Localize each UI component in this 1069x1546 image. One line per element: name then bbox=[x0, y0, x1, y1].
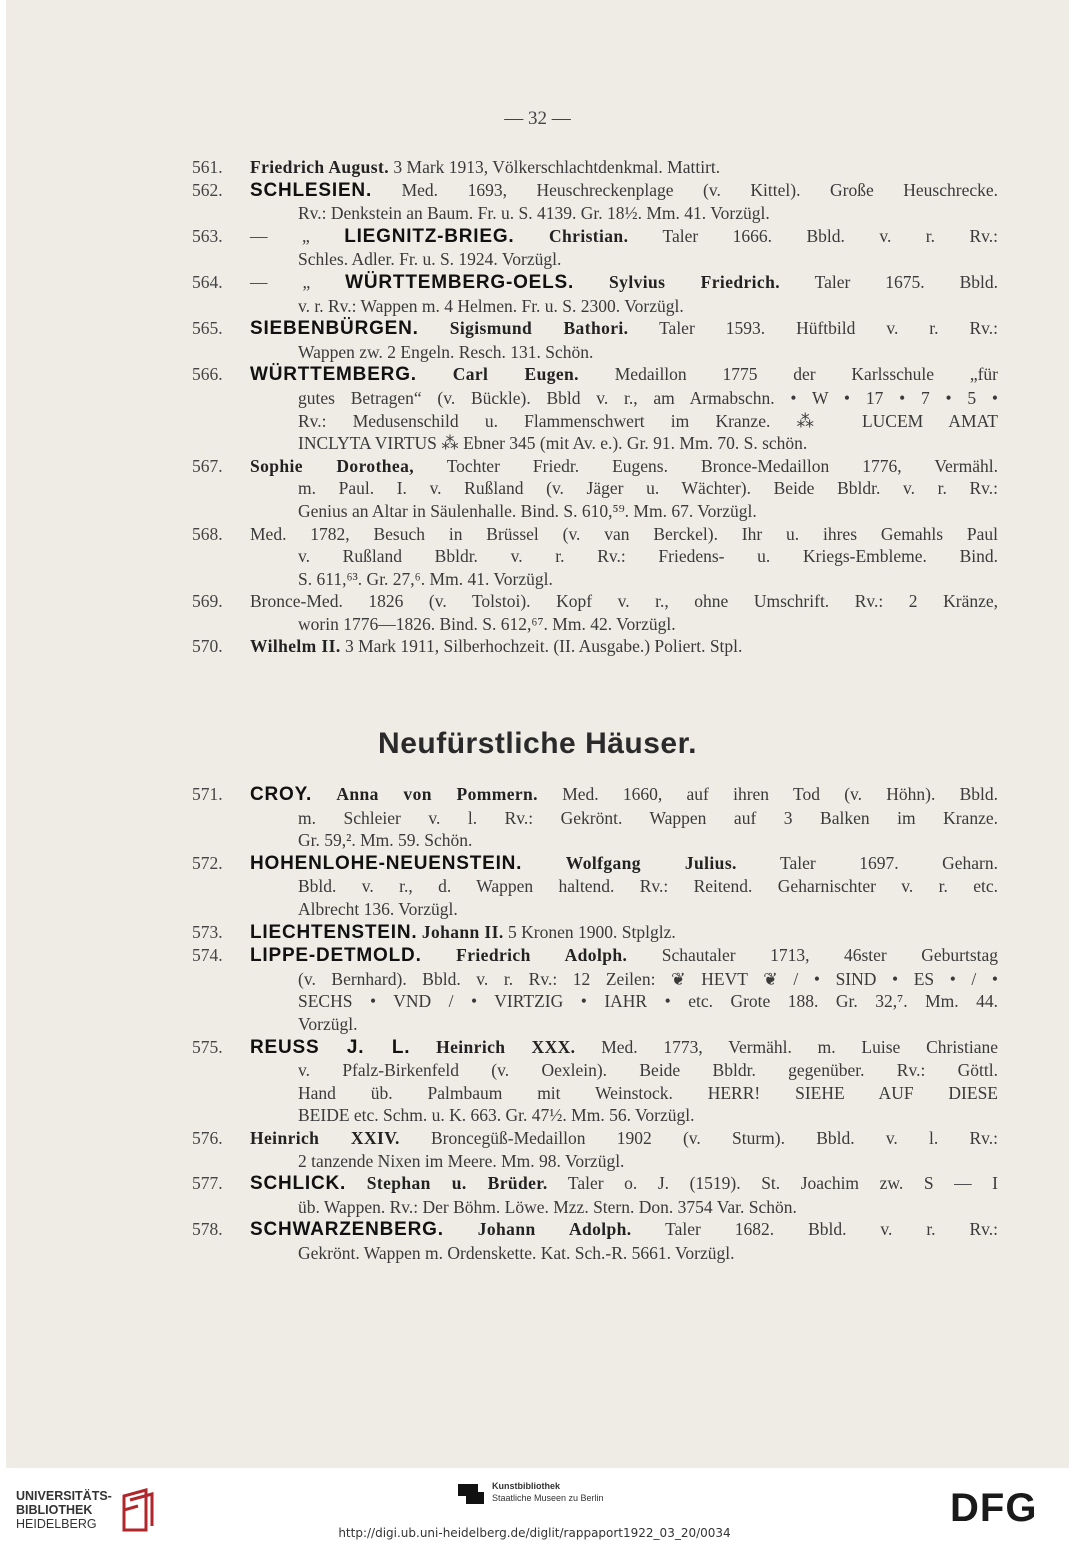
entry-line bbox=[6, 248, 998, 271]
entry-text: Med. 1660, auf ihren Tod (v. Höhn). Bbld. bbox=[537, 784, 999, 804]
entry-line bbox=[6, 545, 998, 568]
entry-text: Med. 1693, Heuschreckenplage (v. Kittel). Große Heuschrecke. bbox=[372, 179, 998, 200]
ruler-name: Friedrich August. bbox=[250, 157, 390, 177]
ruler-name: Friedrich Adolph. bbox=[456, 945, 628, 966]
ruler-name: Wilhelm II. bbox=[250, 636, 341, 657]
entry-text: Bbld. v. r., d. Wappen haltend. Rv.: Reitend. Geharnischter v. r. etc. bbox=[298, 876, 998, 897]
ruler-name: Johann Adolph. bbox=[477, 1219, 632, 1240]
entry-text: Taler 1697. Geharn. bbox=[736, 852, 999, 873]
entry-line bbox=[6, 1104, 998, 1127]
house-name: CROY. bbox=[250, 784, 313, 805]
house-name: WÜRTTEMBERG-OELS. bbox=[345, 271, 575, 293]
catalogue-entry bbox=[6, 1218, 1069, 1264]
scanned-page bbox=[6, 0, 1069, 1468]
catalogue-entry bbox=[6, 590, 1069, 635]
entry-line bbox=[6, 387, 998, 410]
entry-text: Schles. Adler. Fr. u. S. 1924. Vorzügl. bbox=[298, 249, 562, 270]
entry-text bbox=[444, 1219, 478, 1239]
house-name: SCHLESIEN. bbox=[250, 179, 373, 201]
entry-number: 569. bbox=[192, 591, 223, 612]
entry-text: 2 tanzende Nixen im Meere. Mm. 98. Vorzügl. bbox=[298, 1150, 625, 1171]
catalogue-entry bbox=[6, 455, 1069, 523]
ruler-name: Heinrich XXIV. bbox=[250, 1127, 400, 1148]
ruler-name: Christian. bbox=[548, 225, 629, 246]
entry-text bbox=[574, 272, 609, 292]
entry-line bbox=[6, 990, 998, 1013]
entry-line bbox=[6, 1242, 998, 1265]
ruler-name: Sigismund Bathori. bbox=[449, 318, 629, 339]
entry-number: 574. bbox=[192, 945, 223, 966]
entry-line bbox=[6, 410, 998, 433]
entry-number: 578. bbox=[192, 1219, 223, 1240]
dfg-logo[interactable]: DFG bbox=[950, 1486, 1038, 1530]
entry-line bbox=[6, 1013, 998, 1036]
entry-line bbox=[6, 455, 998, 478]
entry-text: 3 Mark 1911, Silberhochzeit. (II. Ausgabe.) Poliert. Stpl. bbox=[340, 636, 743, 657]
ruler-name: Anna von Pommern. bbox=[336, 784, 538, 804]
entry-line bbox=[6, 1082, 998, 1105]
kunstbibliothek-emblem-icon bbox=[456, 1480, 486, 1506]
catalogue-entry bbox=[6, 1127, 1069, 1172]
catalogue-entry bbox=[6, 944, 1069, 1035]
entry-text: Bronce-Med. 1826 (v. Tolstoi). Kopf v. r., ohne Umschrift. Rv.: 2 Kränze, bbox=[250, 591, 998, 612]
entry-text: Wappen zw. 2 Engeln. Resch. 131. Schön. bbox=[298, 341, 594, 362]
catalogue-entry bbox=[6, 523, 1069, 591]
entry-line bbox=[6, 202, 998, 225]
house-name: REUSS J. L. bbox=[250, 1036, 411, 1058]
uni-logo-line1: UNIVERSITÄTS- bbox=[16, 1489, 112, 1503]
entry-text: Rv.: Denkstein an Baum. Fr. u. S. 4139. Gr. 18½. Mm. 41. Vorzügl. bbox=[298, 203, 770, 224]
ruler-name: Sylvius Friedrich. bbox=[609, 271, 780, 292]
entry-text bbox=[312, 784, 336, 804]
entry-text bbox=[417, 364, 453, 384]
entry-line bbox=[6, 898, 998, 921]
entry-line bbox=[6, 432, 998, 455]
kb-logo-line1: Kunstbibliothek bbox=[492, 1481, 560, 1491]
catalogue-entry bbox=[6, 852, 1069, 921]
house-name: LIPPE-DETMOLD. bbox=[250, 945, 422, 967]
entry-text: v. Rußland Bbldr. v. r. Rv.: Friedens- u. Kriegs-Embleme. Bind. bbox=[298, 546, 998, 567]
entry-number: 566. bbox=[192, 364, 223, 385]
catalogue-entry bbox=[6, 921, 1069, 945]
kb-logo-line2: Staatliche Museen zu Berlin bbox=[492, 1493, 604, 1503]
page-url[interactable]: http://digi.ub.uni-heidelberg.de/diglit/rappaport1922_03_20/0034 bbox=[338, 1526, 731, 1540]
ruler-name: Heinrich XXX. bbox=[436, 1036, 576, 1057]
ruler-name: Carl Eugen. bbox=[452, 364, 579, 385]
entry-text bbox=[422, 945, 457, 965]
entry-text: Gekrönt. Wappen m. Ordenskette. Kat. Sch.-R. 5661. Vorzügl. bbox=[298, 1242, 735, 1263]
uni-logo-line2: BIBLIOTHEK bbox=[16, 1503, 93, 1517]
house-name: WÜRTTEMBERG. bbox=[250, 364, 417, 386]
entry-text: üb. Wappen. Rv.: Der Böhm. Löwe. Mzz. Stern. Don. 3754 Var. Schön. bbox=[298, 1196, 797, 1217]
entry-line bbox=[6, 271, 998, 295]
ruler-name: Stephan u. Brüder. bbox=[366, 1173, 548, 1194]
entry-line bbox=[6, 568, 998, 591]
entry-line bbox=[6, 968, 998, 991]
page-number: — 32 — bbox=[504, 108, 571, 129]
entry-text bbox=[419, 318, 450, 338]
entry-number: 571. bbox=[192, 784, 223, 804]
catalogue-entry bbox=[6, 317, 1069, 363]
house-name: LIECHTENSTEIN. bbox=[250, 921, 418, 943]
entry-text: v. Pfalz-Birkenfeld (v. Oexlein). Beide Bbldr. gegenüber. Rv.: Göttl. bbox=[298, 1060, 998, 1081]
entry-line bbox=[6, 613, 998, 636]
entry-text bbox=[515, 226, 549, 246]
entry-text: m. Schleier v. l. Rv.: Gekrönt. Wappen auf 3 Balken im Kranze. bbox=[298, 807, 998, 828]
catalogue-entry bbox=[6, 225, 1069, 271]
entry-text: INCLYTA VIRTUS ⁂ Ebner 345 (mit Av. e.). Gr. 91. Mm. 70. S. schön. bbox=[298, 433, 808, 454]
entry-line bbox=[6, 1218, 998, 1242]
entry-line bbox=[6, 477, 998, 500]
entry-text: Taler 1593. Hüftbild v. r. Rv.: bbox=[628, 318, 999, 339]
uni-logo-line3: HEIDELBERG bbox=[16, 1517, 97, 1531]
catalogue-entry bbox=[6, 1036, 1069, 1127]
catalogue-entry bbox=[6, 179, 1069, 225]
entry-text: v. r. Rv.: Wappen m. 4 Helmen. Fr. u. S. 2300. Vorzügl. bbox=[298, 295, 684, 316]
entry-line bbox=[6, 807, 998, 830]
entry-text: Genius an Altar in Säulenhalle. Bind. S. 610,⁵⁹. Mm. 67. Vorzügl. bbox=[298, 500, 757, 521]
entry-text: Taler 1675. Bbld. bbox=[780, 271, 998, 292]
entry-text bbox=[346, 1173, 367, 1193]
entry-text: gutes Betragen“ (v. Bückle). Bbld v. r., am Armabschn. • W • 17 • 7 • 5 • bbox=[298, 387, 998, 408]
entry-text: Taler 1666. Bbld. v. r. Rv.: bbox=[628, 225, 998, 246]
entry-text: Med. 1782, Besuch in Brüssel (v. van Berckel). Ihr u. ihres Gemahls Paul bbox=[250, 523, 998, 544]
entry-text: Gr. 59,². Mm. 59. Schön. bbox=[298, 830, 473, 851]
house-name: SCHWARZENBERG. bbox=[250, 1219, 444, 1241]
entry-text: Albrecht 136. Vorzügl. bbox=[298, 898, 458, 919]
entry-line bbox=[6, 921, 998, 945]
entry-line bbox=[6, 829, 998, 852]
entry-line bbox=[6, 944, 998, 968]
entry-text: — „ bbox=[250, 225, 345, 246]
entry-line bbox=[6, 875, 998, 898]
entry-line bbox=[6, 156, 998, 179]
entry-line bbox=[6, 1196, 998, 1219]
catalogue-entry bbox=[6, 783, 1069, 852]
entry-text: S. 611,⁶³. Gr. 27,⁶. Mm. 41. Vorzügl. bbox=[298, 568, 553, 589]
entry-line bbox=[6, 852, 998, 876]
entry-line bbox=[6, 1150, 998, 1173]
catalogue-entry bbox=[6, 1172, 1069, 1218]
house-name: SCHLICK. bbox=[250, 1173, 347, 1195]
entry-list-section-2 bbox=[6, 783, 1069, 1264]
entry-number: 573. bbox=[192, 921, 223, 942]
entry-text: Tochter Friedr. Eugens. Bronce-Medaillon 1776, Vermähl. bbox=[414, 455, 998, 476]
entry-line bbox=[6, 500, 998, 523]
entry-text: Broncegüß-Medaillon 1902 (v. Sturm). Bbld. v. l. Rv.: bbox=[399, 1127, 998, 1148]
entry-line bbox=[6, 363, 998, 387]
entry-text: worin 1776—1826. Bind. S. 612,⁶⁷. Mm. 42. Vorzügl. bbox=[298, 613, 676, 634]
entry-text: Schautaler 1713, 46ster Geburtstag bbox=[627, 945, 999, 966]
entry-number: 564. bbox=[192, 271, 223, 292]
entry-line bbox=[6, 783, 998, 807]
entry-number: 570. bbox=[192, 636, 223, 657]
entry-text: Vorzügl. bbox=[298, 1013, 358, 1034]
entry-line bbox=[6, 1127, 998, 1150]
entry-text: m. Paul. I. v. Rußland (v. Jäger u. Wächter). Beide Bbldr. v. r. Rv.: bbox=[298, 478, 998, 499]
entry-line bbox=[6, 225, 998, 249]
entry-text: 3 Mark 1913, Völkerschlachtdenkmal. Mattirt. bbox=[389, 157, 721, 177]
entry-list-section-1 bbox=[6, 156, 1069, 658]
entry-text bbox=[410, 1037, 436, 1057]
entry-text: Taler 1682. Bbld. v. r. Rv.: bbox=[631, 1219, 998, 1240]
entry-number: 577. bbox=[192, 1173, 223, 1194]
catalogue-entry bbox=[6, 635, 1069, 658]
entry-line bbox=[6, 179, 998, 203]
entry-text: SECHS • VND / • VIRTZIG • IAHR • etc. Grote 188. Gr. 32,⁷. Mm. 44. bbox=[298, 991, 998, 1012]
ruler-name: Johann II. bbox=[421, 921, 504, 942]
entry-line bbox=[6, 341, 998, 364]
entry-text: Hand üb. Palmbaum mit Weinstock. HERR! SIEHE AUF DIESE bbox=[298, 1082, 998, 1103]
catalogue-entry bbox=[6, 271, 1069, 317]
section-heading: Neufürstliche Häuser. bbox=[378, 727, 697, 760]
entry-line bbox=[6, 1036, 998, 1060]
footer-bar bbox=[0, 1468, 1069, 1546]
catalogue-entry bbox=[6, 363, 1069, 454]
entry-line bbox=[6, 295, 998, 318]
entry-text: (v. Bernhard). Bbld. v. r. Rv.: 12 Zeilen: ❦ HEVT ❦ / • SIND • ES • / • bbox=[298, 968, 998, 989]
entry-text: Med. 1773, Vermähl. m. Luise Christiane bbox=[575, 1036, 998, 1057]
house-name: HOHENLOHE-NEUENSTEIN. bbox=[250, 852, 523, 874]
entry-line bbox=[6, 523, 998, 546]
entry-text: BEIDE etc. Schm. u. K. 663. Gr. 47½. Mm. 56. Vorzügl. bbox=[298, 1105, 695, 1126]
entry-line bbox=[6, 317, 998, 341]
house-name: LIEGNITZ-BRIEG. bbox=[344, 225, 515, 247]
entry-text bbox=[522, 853, 566, 873]
entry-line bbox=[6, 590, 998, 613]
entry-number: 561. bbox=[192, 157, 223, 177]
entry-line bbox=[6, 635, 998, 658]
entry-number: 575. bbox=[192, 1036, 223, 1057]
catalogue-entry bbox=[6, 156, 1069, 179]
entry-number: 568. bbox=[192, 523, 223, 544]
ruler-name: Wolfgang Julius. bbox=[565, 852, 737, 873]
entry-number: 572. bbox=[192, 852, 223, 873]
entry-number: 562. bbox=[192, 179, 223, 200]
entry-number: 565. bbox=[192, 318, 223, 339]
entry-line bbox=[6, 1172, 998, 1196]
entry-text: Rv.: Medusenschild u. Flammenschwert im Kranze. ⁂ LUCEM AMAT bbox=[298, 410, 998, 431]
entry-text: Taler o. J. (1519). St. Joachim zw. S — I bbox=[547, 1173, 999, 1194]
entry-text: 5 Kronen 1900. Stplglz. bbox=[503, 921, 676, 942]
entry-number: 567. bbox=[192, 455, 223, 476]
entry-text: — „ bbox=[250, 271, 346, 292]
entry-number: 563. bbox=[192, 225, 223, 246]
ruler-name: Sophie Dorothea, bbox=[250, 455, 415, 476]
house-name: SIEBENBÜRGEN. bbox=[250, 318, 419, 340]
kunstbibliothek-logo[interactable] bbox=[456, 1480, 604, 1506]
entry-text: Medaillon 1775 der Karlsschule „für bbox=[578, 364, 999, 385]
entry-line bbox=[6, 1059, 998, 1082]
entry-number: 576. bbox=[192, 1127, 223, 1148]
